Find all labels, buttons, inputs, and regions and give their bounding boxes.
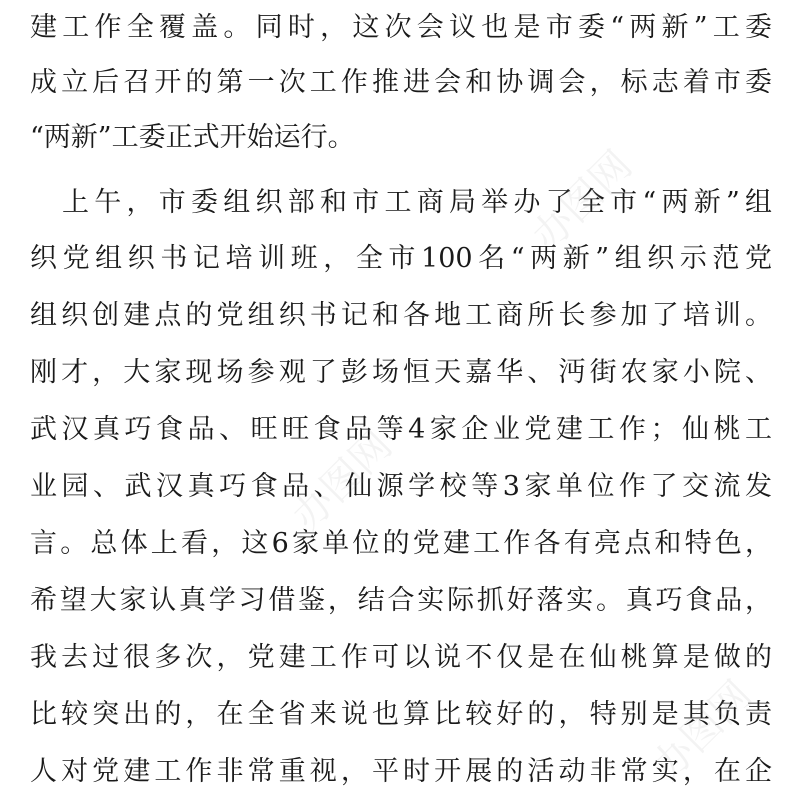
text-line-10: 言。总体上看，这6家单位的党建工作各有亮点和特色，: [30, 528, 772, 559]
text-line-14: 人对党建工作非常重视，平时开展的活动非常实，在企: [30, 756, 772, 787]
watermark: 办图网: [523, 142, 642, 260]
watermark: 办图网: [643, 672, 762, 790]
text-line-8: 武汉真巧食品、旺旺食品等4家企业党建工作；仙桃工: [30, 414, 772, 445]
text-line-2: 成立后召开的第一次工作推进会和协调会，标志着市委: [30, 67, 772, 98]
text-line-11: 希望大家认真学习借鉴，结合实际抓好落实。真巧食品，: [30, 585, 772, 616]
text-line-6: 组织创建点的党组织书记和各地工商所长参加了培训。: [30, 300, 772, 331]
text-line-9: 业园、武汉真巧食品、仙源学校等3家单位作了交流发: [30, 471, 772, 502]
text-line-7: 刚才，大家现场参观了彭场恒天嘉华、沔街农家小院、: [30, 357, 772, 388]
text-line-12: 我去过很多次，党建工作可以说不仅是在仙桃算是做的: [30, 642, 772, 673]
text-line-13: 比较突出的，在全省来说也算比较好的，特别是其负责: [30, 699, 772, 730]
text-line-5: 织党组织书记培训班，全市100名“两新”组织示范党: [30, 243, 772, 274]
text-line-3: “两新”工委正式开始运行。: [30, 122, 355, 153]
text-line-1: 建工作全覆盖。同时，这次会议也是市委“两新”工委: [30, 12, 772, 43]
text-line-4: 上午，市委组织部和市工商局举办了全市“两新”组: [62, 187, 772, 218]
watermark: 办图网: [283, 422, 402, 540]
